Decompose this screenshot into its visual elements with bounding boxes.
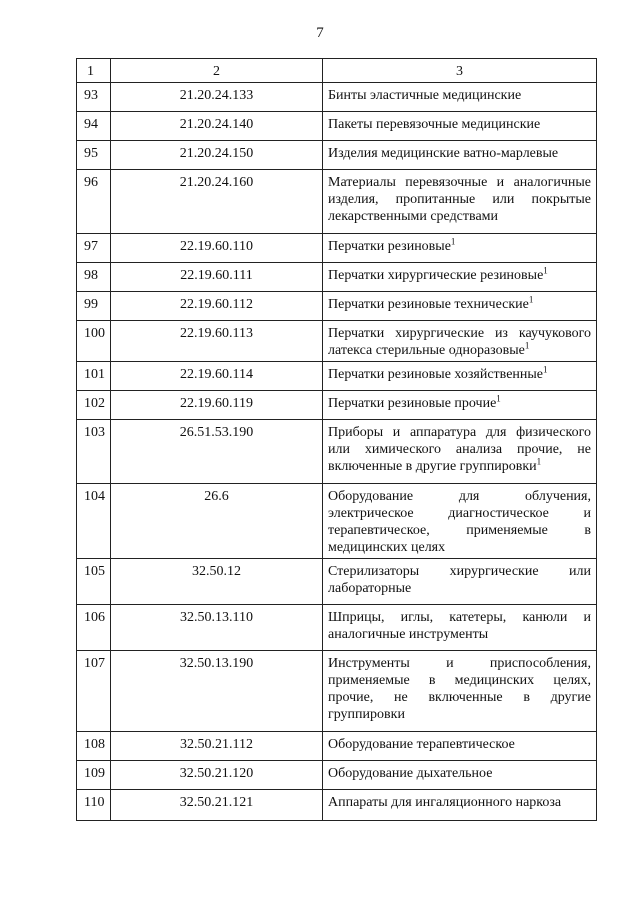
row-number: 98 bbox=[77, 263, 111, 292]
product-name: Оборудование для облучения, электрическое диагностическое и терапевтическое, применяемые в медицинских целях bbox=[328, 489, 591, 555]
row-number: 102 bbox=[77, 391, 111, 420]
products-table bbox=[76, 58, 597, 821]
product-name: Перчатки резиновые технические bbox=[328, 297, 529, 312]
product-code: 22.19.60.113 bbox=[111, 321, 323, 362]
product-name-cell bbox=[323, 321, 597, 362]
product-name: Стерилизаторы хирургические или лабораторные bbox=[328, 564, 591, 596]
product-name-cell bbox=[323, 170, 597, 234]
row-number: 108 bbox=[77, 732, 111, 761]
product-code: 21.20.24.160 bbox=[111, 170, 323, 234]
column-header-1: 1 bbox=[77, 59, 111, 83]
product-code: 22.19.60.112 bbox=[111, 292, 323, 321]
table-row bbox=[77, 234, 597, 263]
row-number: 99 bbox=[77, 292, 111, 321]
table-row bbox=[77, 141, 597, 170]
table-row bbox=[77, 362, 597, 391]
product-name-cell bbox=[323, 263, 597, 292]
table-row bbox=[77, 292, 597, 321]
product-name-cell bbox=[323, 141, 597, 170]
table-header-row bbox=[77, 59, 597, 83]
product-code: 32.50.21.120 bbox=[111, 761, 323, 790]
row-number: 103 bbox=[77, 420, 111, 484]
product-code: 32.50.21.121 bbox=[111, 790, 323, 821]
product-name-cell bbox=[323, 761, 597, 790]
table-row bbox=[77, 263, 597, 292]
product-name: Перчатки резиновые хозяйственные bbox=[328, 367, 544, 382]
product-name: Материалы перевязочные и аналогичные изделия, пропитанные или покрытые лекарственными средствами bbox=[328, 175, 591, 224]
product-name-cell bbox=[323, 292, 597, 321]
product-code: 21.20.24.140 bbox=[111, 112, 323, 141]
product-name: Перчатки хирургические резиновые bbox=[328, 268, 544, 283]
footnote-marker: 1 bbox=[496, 393, 501, 404]
product-code: 32.50.21.112 bbox=[111, 732, 323, 761]
column-header-2: 2 bbox=[111, 59, 323, 83]
table-row bbox=[77, 83, 597, 112]
row-number: 101 bbox=[77, 362, 111, 391]
product-name-cell bbox=[323, 605, 597, 651]
product-name: Изделия медицинские ватно-марлевые bbox=[328, 146, 559, 161]
page-number: 7 bbox=[316, 25, 324, 41]
table-row bbox=[77, 761, 597, 790]
product-name-cell bbox=[323, 362, 597, 391]
footnote-marker: 1 bbox=[536, 456, 542, 467]
table-row bbox=[77, 420, 597, 484]
table-row bbox=[77, 112, 597, 141]
footnote-marker: 1 bbox=[528, 294, 534, 305]
row-number: 97 bbox=[77, 234, 111, 263]
row-number: 96 bbox=[77, 170, 111, 234]
table-row bbox=[77, 605, 597, 651]
product-name-cell bbox=[323, 83, 597, 112]
product-code: 21.20.24.133 bbox=[111, 83, 323, 112]
product-name: Перчатки резиновые bbox=[328, 239, 451, 254]
table-row bbox=[77, 651, 597, 732]
table-row bbox=[77, 321, 597, 362]
product-name: Перчатки хирургические из каучукового латекса стерильные одноразовые bbox=[328, 326, 591, 358]
product-name-cell bbox=[323, 559, 597, 605]
product-code: 22.19.60.114 bbox=[111, 362, 323, 391]
product-name: Приборы и аппаратура для физического или химического анализа прочие, не включенные в другие группировки bbox=[328, 425, 591, 474]
product-name: Аппараты для ингаляционного наркоза bbox=[328, 795, 562, 810]
product-code: 26.51.53.190 bbox=[111, 420, 323, 484]
row-number: 95 bbox=[77, 141, 111, 170]
product-name: Оборудование терапевтическое bbox=[328, 737, 515, 752]
product-name-cell bbox=[323, 420, 597, 484]
product-name: Шприцы, иглы, катетеры, канюли и аналогичные инструменты bbox=[328, 610, 591, 642]
row-number: 110 bbox=[77, 790, 111, 821]
product-name: Пакеты перевязочные медицинские bbox=[328, 117, 541, 132]
footnote-marker: 1 bbox=[450, 236, 456, 247]
product-code: 32.50.13.110 bbox=[111, 605, 323, 651]
product-name-cell bbox=[323, 112, 597, 141]
row-number: 105 bbox=[77, 559, 111, 605]
product-name: Бинты эластичные медицинские bbox=[328, 88, 522, 103]
table-row bbox=[77, 790, 597, 821]
table-row bbox=[77, 484, 597, 559]
product-name-cell bbox=[323, 391, 597, 420]
product-name: Инструменты и приспособления, применяемые в медицинских целях, прочие, не включенные в другие группировки bbox=[328, 656, 591, 722]
product-name-cell bbox=[323, 651, 597, 732]
table-row bbox=[77, 391, 597, 420]
product-name-cell bbox=[323, 732, 597, 761]
product-code: 22.19.60.111 bbox=[111, 263, 323, 292]
footnote-marker: 1 bbox=[543, 265, 548, 276]
product-code: 22.19.60.119 bbox=[111, 391, 323, 420]
product-name-cell bbox=[323, 790, 597, 821]
table-row bbox=[77, 170, 597, 234]
product-name-cell bbox=[323, 234, 597, 263]
row-number: 106 bbox=[77, 605, 111, 651]
product-code: 26.6 bbox=[111, 484, 323, 559]
row-number: 94 bbox=[77, 112, 111, 141]
footnote-marker: 1 bbox=[524, 340, 530, 351]
table-row bbox=[77, 559, 597, 605]
product-name-cell bbox=[323, 484, 597, 559]
table-body bbox=[77, 83, 597, 821]
column-header-3: 3 bbox=[323, 59, 597, 83]
product-code: 32.50.12 bbox=[111, 559, 323, 605]
product-name: Оборудование дыхательное bbox=[328, 766, 493, 781]
row-number: 109 bbox=[77, 761, 111, 790]
product-name: Перчатки резиновые прочие bbox=[328, 396, 497, 411]
row-number: 93 bbox=[77, 83, 111, 112]
row-number: 107 bbox=[77, 651, 111, 732]
product-code: 22.19.60.110 bbox=[111, 234, 323, 263]
product-code: 32.50.13.190 bbox=[111, 651, 323, 732]
product-code: 21.20.24.150 bbox=[111, 141, 323, 170]
row-number: 104 bbox=[77, 484, 111, 559]
row-number: 100 bbox=[77, 321, 111, 362]
footnote-marker: 1 bbox=[543, 364, 548, 375]
table-row bbox=[77, 732, 597, 761]
